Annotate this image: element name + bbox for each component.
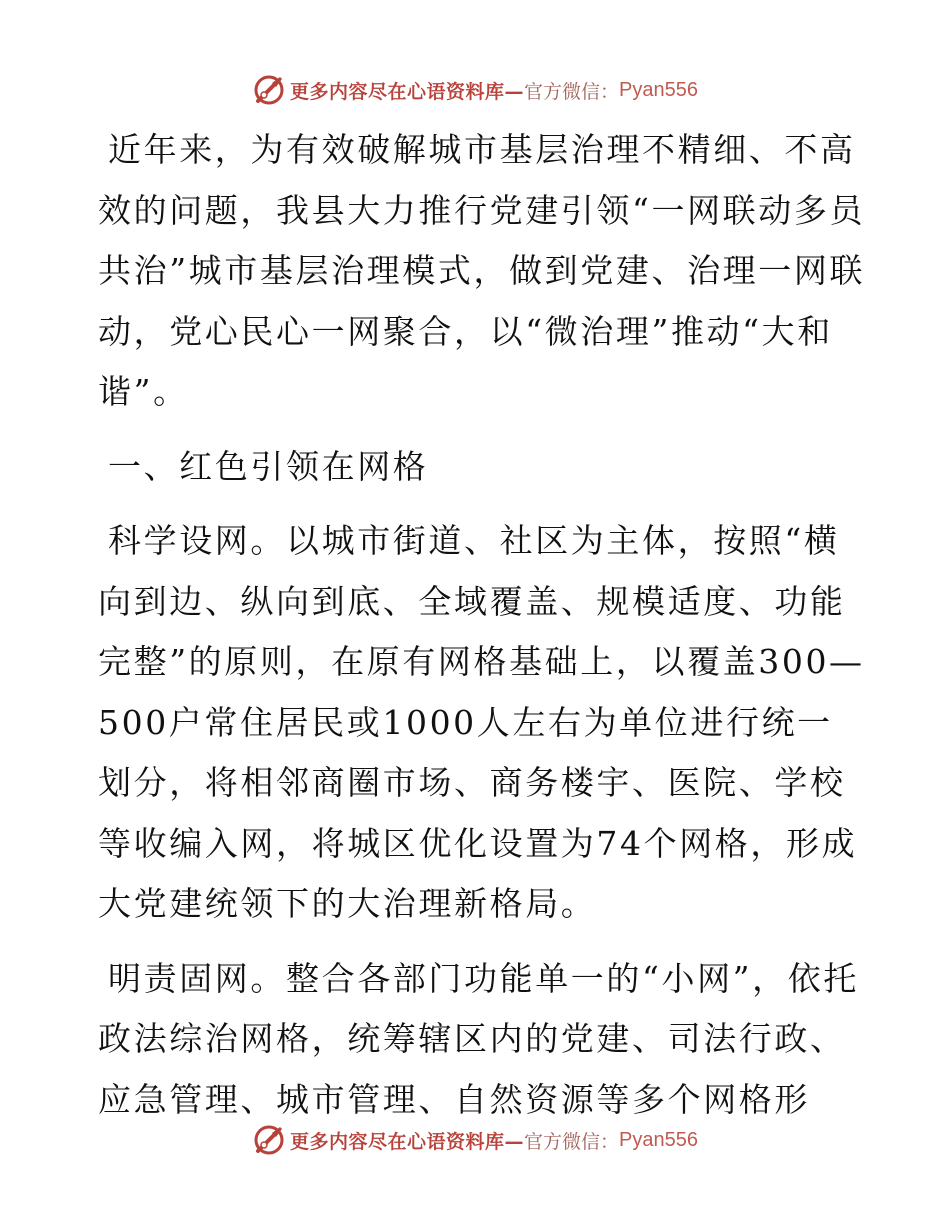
banner-text: 更多内容尽在心语资料库— [290, 80, 525, 103]
footer-banner-text: 更多内容尽在心语资料库— [290, 1130, 525, 1153]
paragraph-duty [98, 949, 868, 1131]
footer-banner-wechat-label: 官方微信： [524, 1130, 620, 1153]
paragraph-science-text: 科学设网。以城市街道、社区为主体，按照“横向到边、纵向到底、全域覆盖、规模适度、功能完整”的原则，在原有网格基础上，以覆盖300—500户常住居民或1000人左右为单位进行统一划分，将相邻商圈市场、商务楼宇、医院、学校等收编入网，将城区优化设置为74个网格，形成大党建统领下的大治理新格局。 [98, 521, 865, 923]
footer-banner [0, 1120, 950, 1160]
section-heading-text: 一、红色引领在网格 [108, 446, 429, 486]
paragraph-intro-text: 近年来，为有效破解城市基层治理不精细、不高效的问题，我县大力推行党建引领“一网联动多员共治”城市基层治理模式，做到党建、治理一网联动，党心民心一网聚合，以“微治理”推动“大和谐”。 [98, 130, 866, 411]
header-banner [0, 70, 950, 110]
banner-wechat-id: Pyan556 [619, 78, 698, 101]
footer-banner-wechat-id: Pyan556 [619, 1128, 698, 1151]
paragraph-duty-text: 明责固网。整合各部门功能单一的“小网”，依托政法综治网格，统筹辖区内的党建、司法行政、应急管理、城市管理、自然资源等多个网格形 [98, 958, 859, 1119]
document-body [98, 120, 868, 1130]
banner-wechat-label: 官方微信： [524, 80, 620, 103]
brush-seal-icon [252, 73, 286, 107]
paragraph-intro [98, 120, 868, 423]
section-heading [98, 437, 868, 498]
paragraph-science [98, 511, 868, 935]
brush-seal-icon [252, 1123, 286, 1157]
